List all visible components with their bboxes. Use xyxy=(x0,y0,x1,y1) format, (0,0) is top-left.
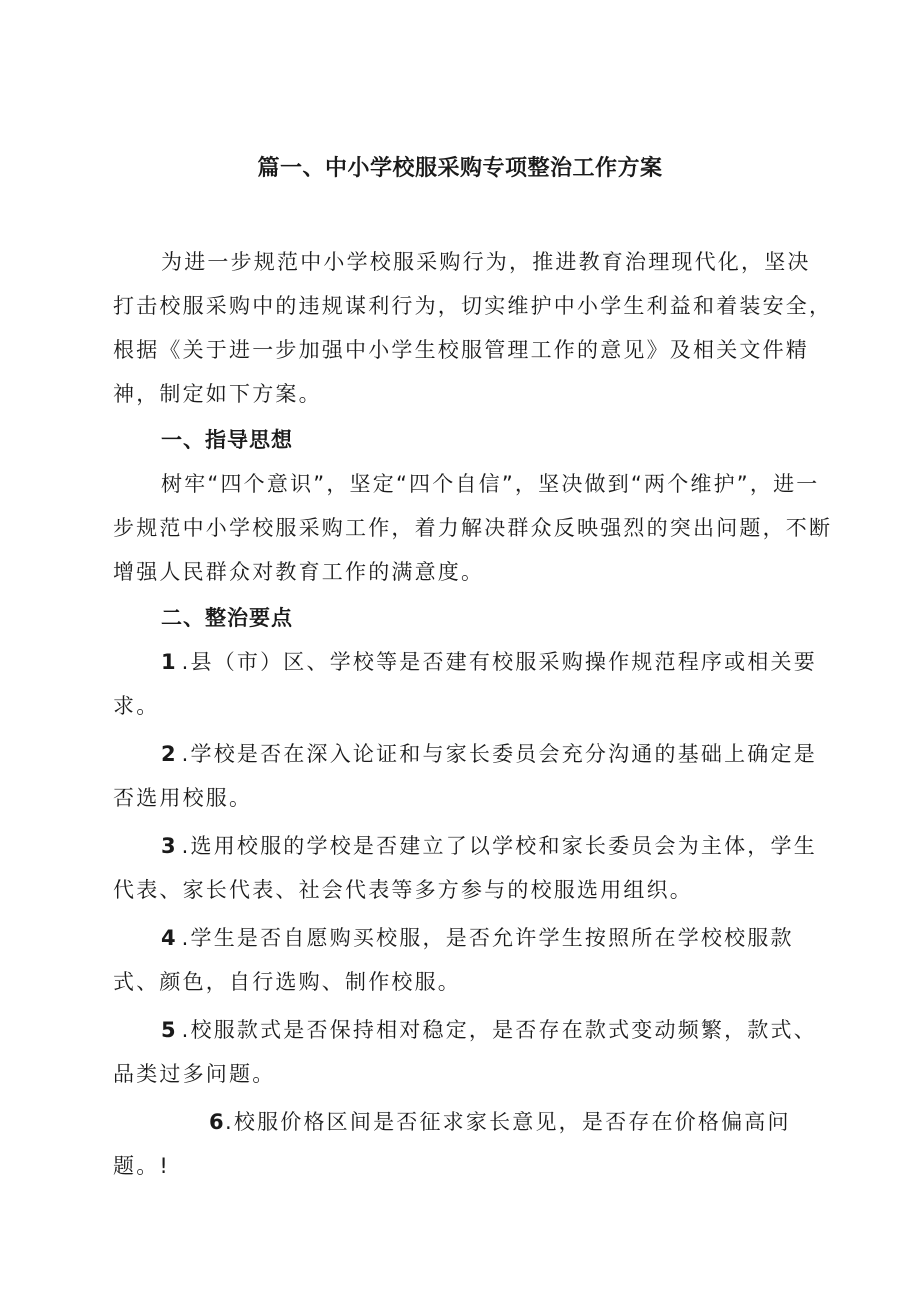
item-text: .学校是否在深入论证和与家长委员会充分沟通的基础上确定是否选用校服。 xyxy=(113,742,817,810)
item-number: 3 xyxy=(161,834,182,858)
item-text: .选用校服的学校是否建立了以学校和家长委员会为主体，学生代表、家长代表、社会代表等多方参与的校服选用组织。 xyxy=(113,834,817,902)
list-item xyxy=(113,640,833,728)
list-item xyxy=(113,1008,833,1096)
guiding-thought-paragraph: 树牢“四个意识”，坚定“四个自信”，坚决做到“两个维护”，进一步规范中小学校服采购工作，着力解决群众反映强烈的突出问题，不断增强人民群众对教育工作的满意度。 xyxy=(113,472,833,584)
list-item xyxy=(113,1100,833,1188)
intro-paragraph: 为进一步规范中小学校服采购行为，推进教育治理现代化，坚决打击校服采购中的违规谋利行为，切实维护中小学生利益和着装安全，根据《关于进一步加强中小学生校服管理工作的意见》及相关文件精神，制定如下方案。 xyxy=(113,250,833,406)
document-title: 篇一、中小学校服采购专项整治工作方案 xyxy=(257,156,663,181)
document-body xyxy=(113,240,833,1188)
item-text: .学生是否自愿购买校服，是否允许学生按照所在学校校服款式、颜色，自行选购、制作校服。 xyxy=(113,926,794,994)
section-heading-guiding-thought: 一、指导思想 xyxy=(161,428,293,452)
item-number: 4 xyxy=(161,926,182,950)
item-number: 2 xyxy=(161,742,182,766)
list-item xyxy=(113,732,833,820)
item-text: .县（市）区、学校等是否建有校服采购操作规范程序或相关要求。 xyxy=(113,650,817,718)
list-item xyxy=(113,916,833,1004)
item-number: 5 xyxy=(161,1018,182,1042)
item-text: .校服款式是否保持相对稳定，是否存在款式变动频繁，款式、品类过多问题。 xyxy=(113,1018,817,1086)
item-number: 1 xyxy=(161,650,182,674)
section-heading-key-points: 二、整治要点 xyxy=(161,606,293,630)
item-text: .校服价格区间是否征求家长意见，是否存在价格偏高问题。! xyxy=(113,1110,791,1178)
list-item xyxy=(113,824,833,912)
item-number: 6 xyxy=(209,1110,226,1134)
